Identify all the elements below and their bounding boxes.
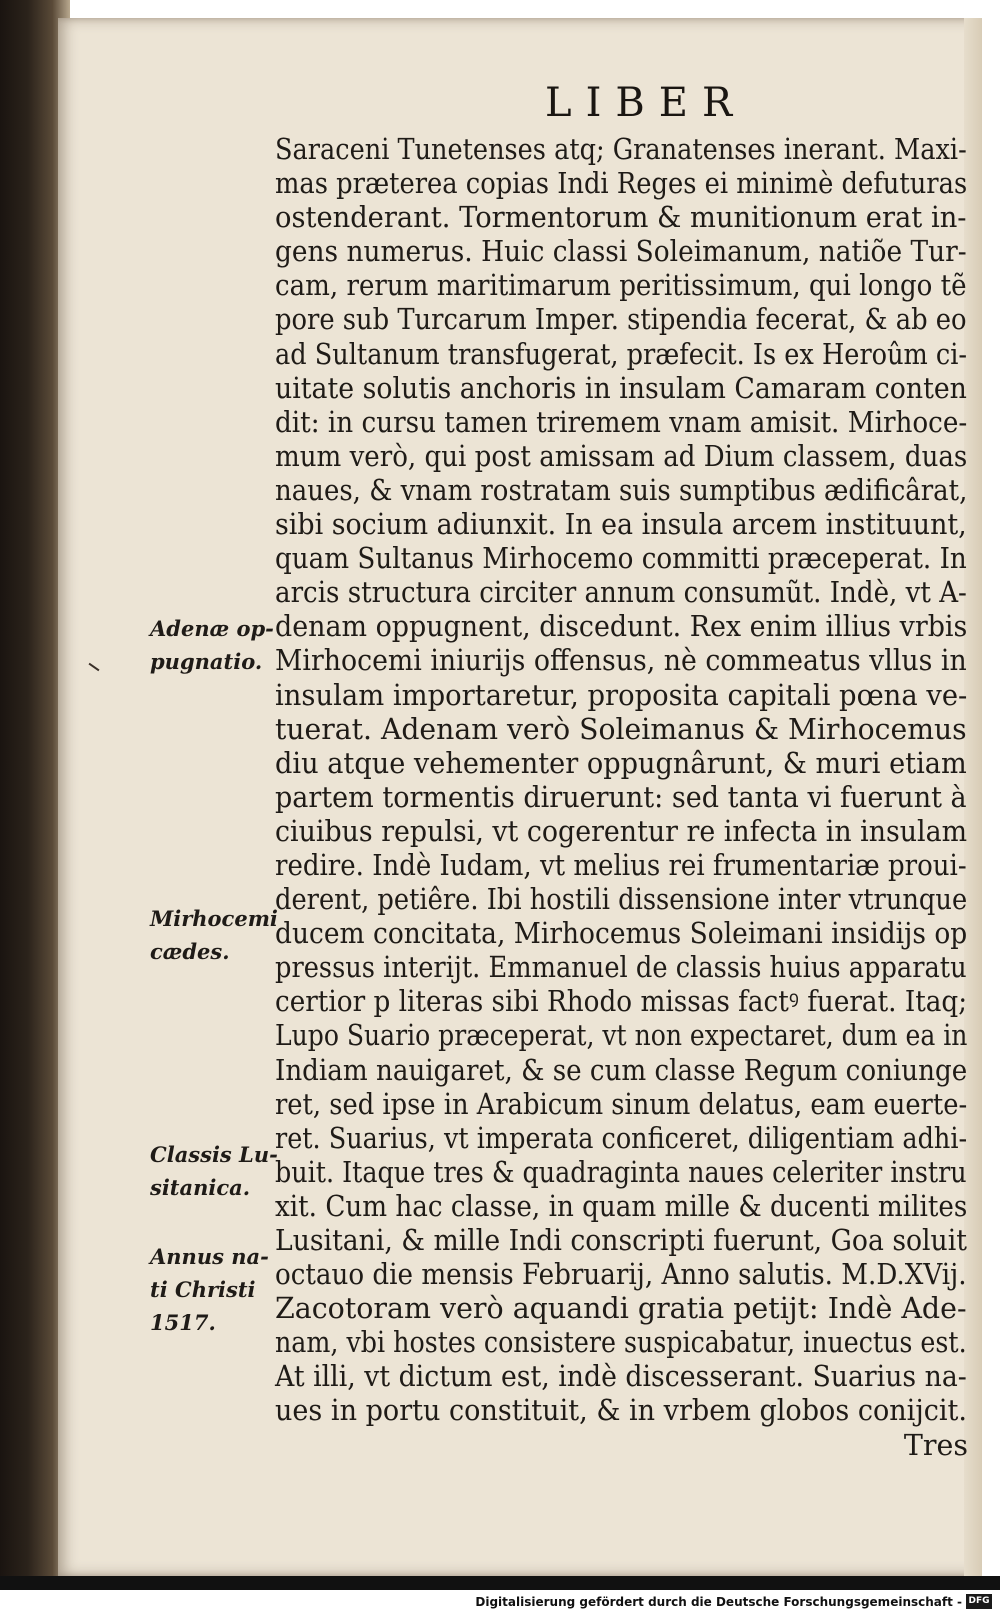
body-text-line: uitate solutis anchoris in insulam Camaram conten — [275, 371, 967, 405]
body-text-line: ret, sed ipse in Arabicum sinum delatus, eam euerte- — [275, 1087, 968, 1121]
body-text-line: xit. Cum hac classe, in quam mille & ducenti milites — [275, 1189, 968, 1223]
body-text-line: tuerat. Adenam verò Soleimanus & Mirhocemus — [275, 712, 967, 746]
body-text-line: mum verò, qui post amissam ad Dium classem, duas — [275, 439, 968, 473]
body-text-line: quam Sultanus Mirhocemo committi præceperat. In — [275, 542, 967, 576]
body-text-line: pore sub Turcarum Imper. stipendia fecerat, & ab eo — [275, 303, 967, 337]
body-text-line: sibi socium adiunxit. In ea insula arcem instituunt, — [275, 508, 967, 542]
body-text-line: gens numerus. Huic classi Soleimanum, natiõe Tur- — [275, 235, 967, 269]
body-text-line: nam, vbi hostes consistere suspicabatur, inuectus est. — [275, 1326, 967, 1360]
body-text-line: dit: in cursu tamen triremem vnam amisit. Mirhoce- — [275, 405, 968, 439]
body-text-line: insulam importaretur, proposita capitali pœna ve- — [275, 678, 968, 712]
marginal-note-line: Classis Lu- — [150, 1142, 278, 1167]
catchword: Tres — [903, 1428, 968, 1462]
body-text-line: ducem concitata, Mirhocemus Soleimani insidijs op — [275, 917, 968, 951]
body-text-line: octauo die mensis Februarij, Anno salutis. M.D.XVij. — [275, 1258, 967, 1292]
dfg-logo: DFG — [966, 1594, 992, 1609]
body-text-line: ostenderant. Tormentorum & munitionum erat in- — [275, 201, 967, 235]
body-text-line: arcis structura circiter annum consumũt. Indè, vt A- — [275, 576, 967, 610]
body-text-line: Lupo Suario præceperat, vt non expectaret, dum ea in — [275, 1019, 968, 1053]
body-text-line: derent, petiêre. Ibi hostili dissensione inter vtrunque — [275, 883, 968, 917]
marginal-note-line: pugnatio. — [150, 649, 263, 674]
body-text-line: certior p literas sibi Rhodo missas factꝰ fuerat. Itaq; — [275, 985, 968, 1019]
body-text-line: Mirhocemi iniurijs offensus, nè commeatus vllus in — [275, 644, 967, 678]
body-text-line: diu atque vehementer oppugnârunt, & muri etiam — [275, 746, 967, 780]
marginal-note-line: Annus na- — [150, 1244, 269, 1269]
body-text-line: buit. Itaque tres & quadraginta naues celeriter instru — [275, 1155, 967, 1189]
running-head: LIBER — [545, 80, 747, 126]
marginal-note-line: Adenæ op- — [150, 616, 274, 641]
marginal-note-line: Mirhocemi — [150, 906, 278, 931]
body-text-line: partem tormentis diruerunt: sed tanta vi fuerunt à — [275, 780, 967, 814]
marginal-note-line: 1517. — [150, 1310, 216, 1335]
body-text-line: ret. Suarius, vt imperata conficeret, diligentiam adhi- — [275, 1121, 968, 1155]
body-text-line: At illi, vt dictum est, indè discesserant. Suarius na- — [275, 1360, 967, 1394]
body-text-line: pressus interijt. Emmanuel de classis huius apparatu — [275, 951, 967, 985]
body-text-line: naues, & vnam rostratam suis sumptibus ædificârat, — [275, 473, 968, 507]
body-text-line: cam, rerum maritimarum peritissimum, qui longo tẽ — [275, 269, 967, 303]
marginal-note-classis — [150, 1138, 278, 1204]
body-text-line: Lusitani, & mille Indi conscripti fuerunt, Goa soluit — [275, 1224, 967, 1257]
marginal-note-line: ti Christi — [150, 1277, 256, 1302]
body-text-line: mas prætereа copias Indi Reges ei minimè defuturas — [275, 167, 968, 201]
body-text-line: ciuibus repulsi, vt cogerentur re infecta in insulam — [275, 814, 968, 848]
body-text-line: denam oppugnent, discedunt. Rex enim illius vrbis — [275, 610, 968, 644]
body-text-block — [275, 133, 980, 1463]
body-text-line: ad Sultanum transfugerat, præfecit. Is ex Heroûm ci- — [275, 337, 968, 371]
marginal-note-line: sitanica. — [150, 1175, 251, 1200]
marginal-note-line: cædes. — [150, 939, 230, 964]
body-text-line: ues in portu constituit, & in vrbem globos conijcit. — [275, 1394, 967, 1428]
body-text-line: redire. Indè Iudam, vt melius rei frumentariæ proui- — [275, 848, 967, 882]
marginal-note-annus — [150, 1240, 269, 1339]
body-text-line: Indiam nauigaret, & se cum classe Regum coniunge — [275, 1053, 968, 1087]
body-text-line: Saraceni Tunetenses atq; Granatenses inerant. Maxi- — [275, 133, 967, 166]
marginal-note-mirhocemi — [150, 902, 278, 968]
scan-bottom-band — [0, 1576, 1000, 1590]
body-text-line: Zacotoram verò aquandi gratia petijt: Indè Ade- — [275, 1292, 967, 1326]
digitization-credit: Digitalisierung gefördert durch die Deutsche Forschungsgemeinschaft - — [475, 1595, 962, 1609]
marginal-note-adena — [150, 612, 274, 678]
